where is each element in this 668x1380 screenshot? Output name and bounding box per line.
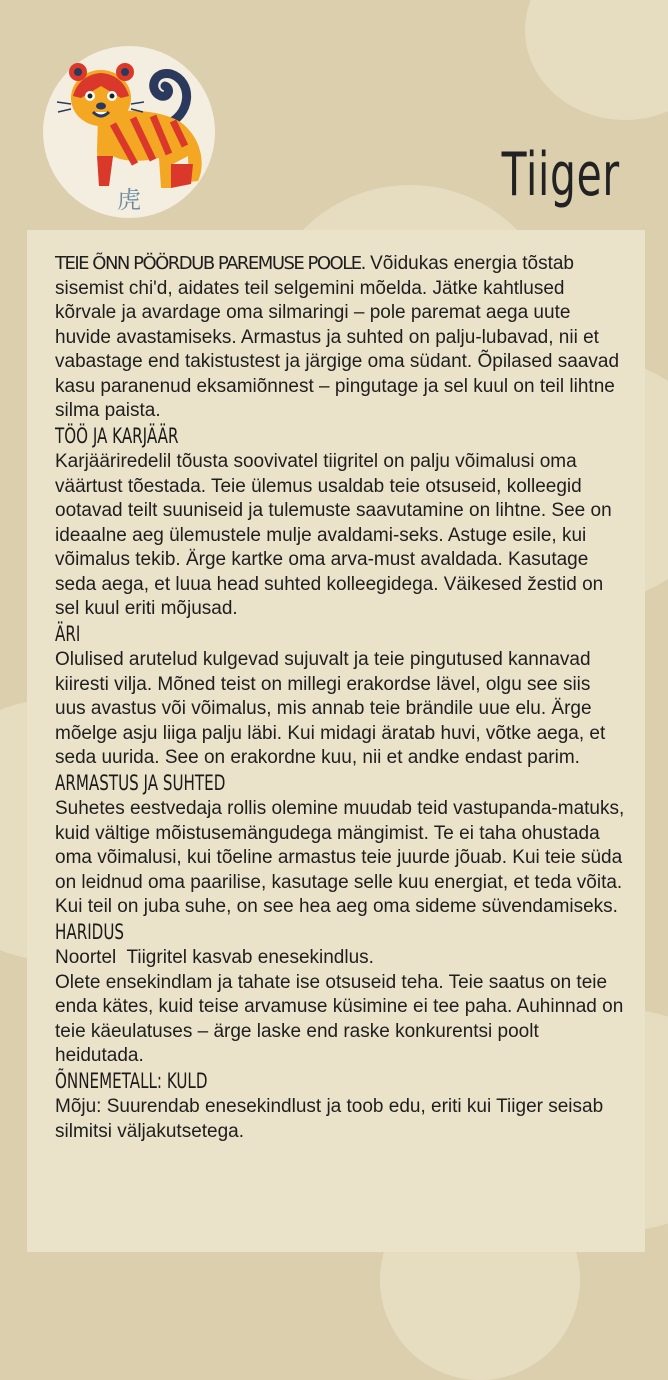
section-body-lucky-metal: Mõju: Suurendab enesekindlust ja toob edu, eriti kui Tiiger seisab silmitsi väljakutsetega. (55, 1096, 604, 1142)
section-body-education: Noortel Tiigritel kasvab enesekindlus. (55, 947, 374, 968)
intro-lead: TEIE ÕNN PÖÖRDUB PAREMUSE POOLE. (55, 253, 365, 274)
section-heading-love: ARMASTUS JA SUHTED (55, 770, 226, 795)
section-heading-education: HARIDUS (55, 919, 124, 944)
background-bubble (525, 0, 668, 120)
section-body-business: Olulised arutelud kulgevad sujuvalt ja teie pingutused kannavad kiiresti vilja. Mõned teist on millegi erakordse lävel, olgu see siis uus avastus või võimalus, mis annab teie brändile uue elu. Ärge mõelge asju liiga palju läbi. Kui midagi äratab huvi, võtke aega, et seda uurida. See on erakordne kuu, nii et andke endast parim. (55, 649, 606, 768)
section-heading-lucky-metal: ÕNNEMETALL: KULD (55, 1068, 208, 1093)
section-heading-career: TÖÖ JA KARJÄÄR (55, 423, 179, 448)
intro-text: Võidukas energia tõstab sisemist chi'd, aidates teil selgemini mõelda. Jätke kahtlused kõrvale ja avardage oma silmaringi – pole paremat aega uute huvide avastamiseks. Armastus ja suhted on palju-lubavad, nii et vabastage end takistustest ja järgige oma südant. Õpilased saavad kasu paranenud eksamiõnnest – pingutage ja sel kuul on teil lihtne silma paista. (55, 253, 620, 421)
horoscope-content (55, 252, 625, 1144)
section-body-career: Karjääriredelil tõusta soovivatel tiigritel on palju võimalusi oma väärtust tõestada. Teie ülemus usaldab teie otsuseid, kolleegid ootavad teilt suuniseid ja tulemuste saavutamine on lihtne. See on ideaalne aeg ülemustele mulje avaldami-seks. Astuge esile, kui võimalus tekib. Ärge kartke oma arva-must avaldada. Kasutage seda aega, et luua head suhted kolleegidega. Väikesed žestid on sel kuul eriti mõjusad. (55, 451, 612, 619)
section-heading-business: ÄRI (55, 621, 81, 646)
section-body-love: Suhetes eestvedaja rollis olemine muudab teid vastupanda-matuks, kuid vältige mõistusemängudega mängimist. Te ei taha ohustada oma võimalusi, kui tõeline armastus teie juurde jõuab. Kui teie süda on leidnud oma paarilise, kasutage selle kuu energiat, et teda võita. Kui teil on juba suhe, on see hea aeg oma sideme süvendamiseks. (55, 798, 625, 917)
chinese-character: 虎 (117, 186, 141, 214)
page-title: Tiiger (501, 140, 620, 210)
section-body-education-2: Olete ensekindlam ja tahate ise otsuseid teha. Teie saatus on teie enda kätes, kuid teise arvamuse küsimine ei tee paha. Auhinnad on teie käeulatuses – ärge laske end raske konkurentsi poolt heidutada. (55, 971, 624, 1066)
intro-paragraph (55, 252, 625, 424)
tiger-emblem (43, 46, 215, 218)
